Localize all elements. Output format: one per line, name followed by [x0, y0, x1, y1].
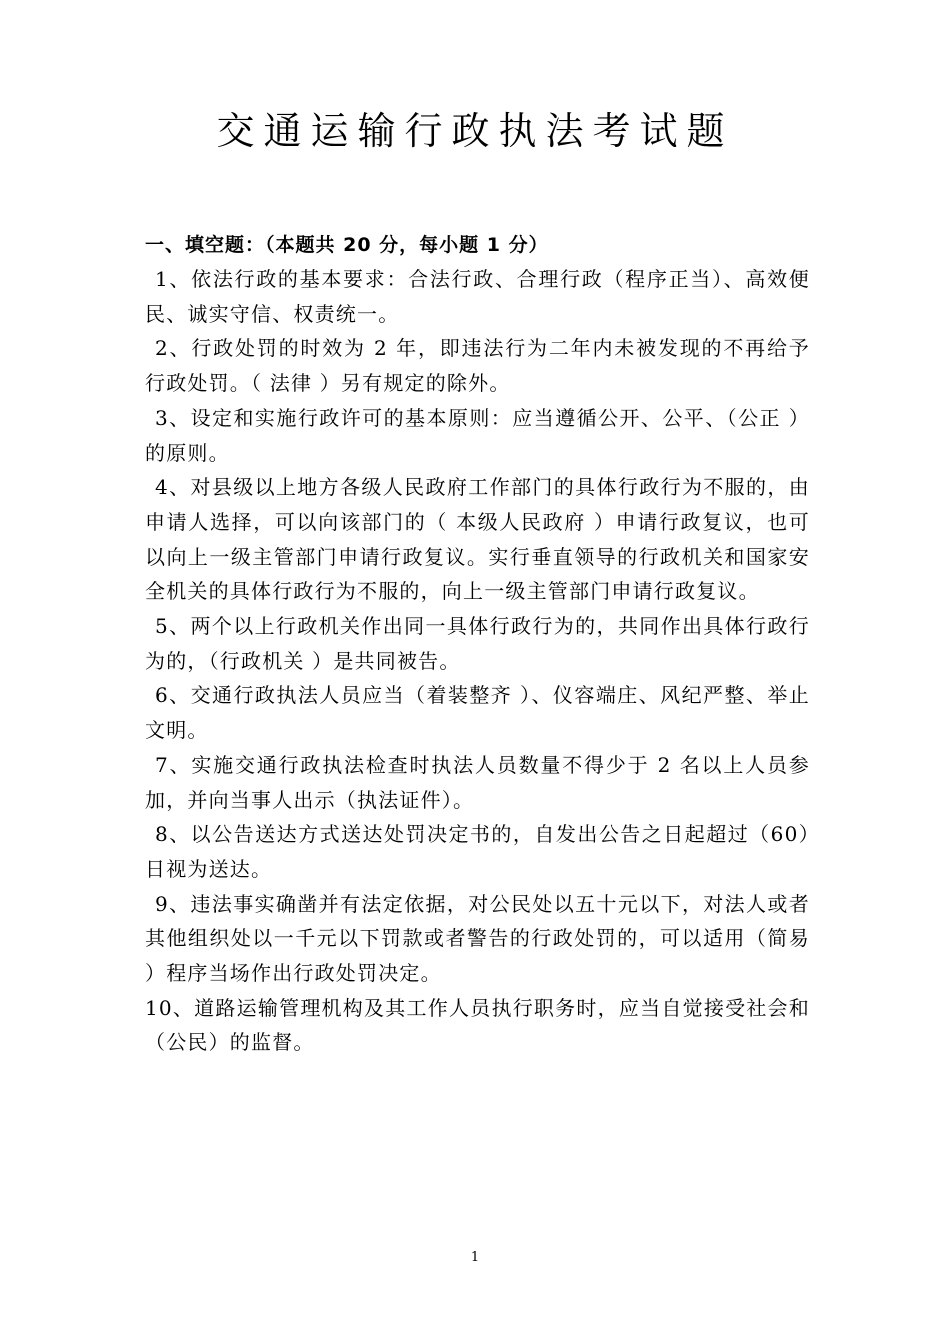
question-item: 5、两个以上行政机关作出同一具体行政行为的，共同作出具体行政行为的，（行政机关 ）是共同被告。 — [145, 614, 810, 673]
question-item: 7、实施交通行政执法检查时执法人员数量不得少于 2 名以上人员参加，并向当事人出示（执法证件）。 — [145, 752, 810, 812]
question-item: 8、以公告送达方式送达处罚决定书的，自发出公告之日起超过（60）日视为送达。 — [145, 822, 810, 881]
question-item: 6、交通行政执法人员应当（着装整齐 ）、仪容端庄、风纪严整、举止文明。 — [145, 683, 810, 743]
question-item: 2、行政处罚的时效为 2 年，即违法行为二年内未被发现的不再给予行政处罚。（ 法律 ）另有规定的除外。 — [145, 336, 810, 396]
question-item: 3、设定和实施行政许可的基本原则：应当遵循公开、公平、（公正 ）的原则。 — [145, 405, 810, 465]
section-heading: 一、填空题：（本题共 20 分，每小题 1 分） — [145, 234, 549, 256]
document-title: 交通运输行政执法考试题 — [216, 109, 734, 153]
question-item: 1、依法行政的基本要求：合法行政、合理行政（程序正当）、高效便民、诚实守信、权责统一。 — [145, 267, 810, 326]
question-list — [145, 262, 810, 1060]
question-item: 9、违法事实确凿并有法定依据，对公民处以五十元以下，对法人或者其他组织处以一千元以下罚款或者警告的行政处罚的，可以适用（简易 ）程序当场作出行政处罚决定。 — [145, 891, 810, 986]
question-item: 10、道路运输管理机构及其工作人员执行职务时，应当自觉接受社会和（公民）的监督。 — [145, 995, 810, 1055]
page-number: 1 — [470, 1250, 480, 1265]
question-item: 4、对县级以上地方各级人民政府工作部门的具体行政行为不服的，由申请人选择，可以向该部门的（ 本级人民政府 ）申请行政复议，也可以向上一级主管部门申请行政复议。实行垂直领导的行政机关和国家安全机关的具体行政行为不服的，向上一级主管部门申请行政复议。 — [145, 475, 810, 604]
